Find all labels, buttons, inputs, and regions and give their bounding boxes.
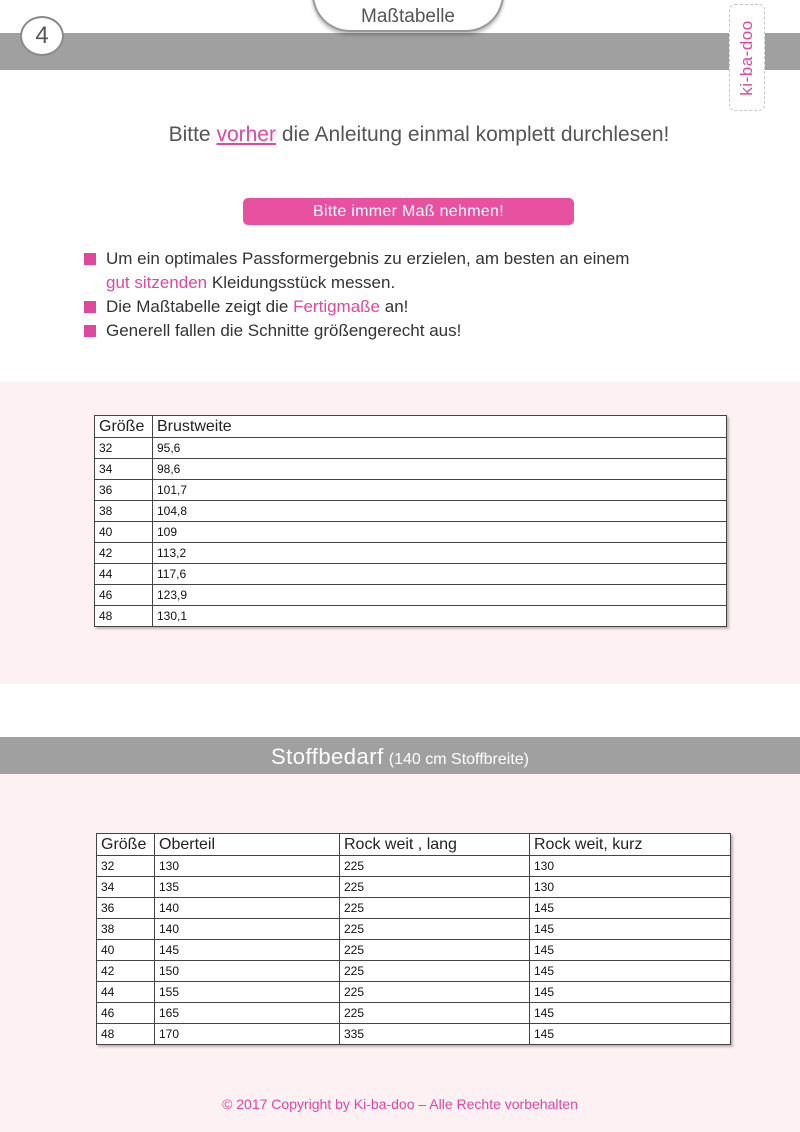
table-row <box>97 856 731 877</box>
table-cell: 225 <box>340 1003 530 1024</box>
table-cell: 145 <box>530 982 731 1003</box>
table-row <box>97 982 731 1003</box>
intro-after: die Anleitung einmal komplett durchlesen! <box>275 123 670 146</box>
table-cell: 155 <box>155 982 340 1003</box>
table-cell: 145 <box>530 919 731 940</box>
table-cell: 113,2 <box>153 543 727 564</box>
header-cell-chest: Brustweite <box>153 416 727 438</box>
table-cell: 130 <box>530 856 731 877</box>
table-row <box>97 1003 731 1024</box>
highlight-text: Fertigmaße <box>293 297 381 316</box>
table-row <box>95 480 727 501</box>
list-item <box>82 295 722 319</box>
table-row <box>95 501 727 522</box>
table-cell: 40 <box>97 940 155 961</box>
table-cell: 225 <box>340 940 530 961</box>
table-cell: 95,6 <box>153 438 727 459</box>
header-cell-top: Oberteil <box>155 834 340 856</box>
instruction-list <box>82 247 722 343</box>
header-cell-skirt-long: Rock weit , lang <box>340 834 530 856</box>
table-cell: 145 <box>155 940 340 961</box>
list-item-text: an! <box>380 297 409 316</box>
fabric-title: Stoffbedarf <box>270 744 384 769</box>
intro-before: Bitte <box>168 123 217 146</box>
header-bar <box>0 33 800 70</box>
table-cell: 98,6 <box>153 459 727 480</box>
highlight-text: gut sitzenden <box>106 273 208 292</box>
table-cell: 225 <box>340 877 530 898</box>
table-cell: 32 <box>97 856 155 877</box>
list-item-text: Generell fallen die Schnitte größengerecht aus! <box>106 321 462 340</box>
table-cell: 36 <box>97 898 155 919</box>
table-header-row <box>97 834 731 856</box>
table-cell: 117,6 <box>153 564 727 585</box>
copyright-footer: © 2017 Copyright by Ki-ba-doo – Alle Rechte vorbehalten <box>222 1096 578 1112</box>
table-row <box>95 606 727 627</box>
table-cell: 44 <box>95 564 153 585</box>
table-cell: 34 <box>95 459 153 480</box>
fabric-table <box>96 833 731 1045</box>
table-row <box>97 1024 731 1045</box>
table-cell: 145 <box>530 1024 731 1045</box>
bullet-square-icon <box>84 325 96 337</box>
table-cell: 140 <box>155 919 340 940</box>
table-cell: 140 <box>155 898 340 919</box>
table-cell: 145 <box>530 1003 731 1024</box>
table-cell: 150 <box>155 961 340 982</box>
page-number: 4 <box>20 16 64 56</box>
table-cell: 225 <box>340 919 530 940</box>
logo-text: ki-ba-doo <box>737 19 756 96</box>
table-cell: 46 <box>95 585 153 606</box>
table-cell: 44 <box>97 982 155 1003</box>
table-cell: 46 <box>97 1003 155 1024</box>
table-cell: 135 <box>155 877 340 898</box>
table-cell: 145 <box>530 940 731 961</box>
list-item <box>82 319 722 343</box>
table-cell: 145 <box>530 961 731 982</box>
fabric-section-title <box>0 737 800 774</box>
table-cell: 335 <box>340 1024 530 1045</box>
table-cell: 48 <box>97 1024 155 1045</box>
table-cell: 225 <box>340 856 530 877</box>
header-cell-size: Größe <box>97 834 155 856</box>
table-cell: 40 <box>95 522 153 543</box>
brand-logo <box>729 4 765 111</box>
intro-text <box>0 123 800 147</box>
table-row <box>97 961 731 982</box>
list-item-text: Die Maßtabelle zeigt die <box>106 297 294 316</box>
table-cell: 165 <box>155 1003 340 1024</box>
table-cell: 42 <box>95 543 153 564</box>
list-item-text: Kleidungsstück messen. <box>207 273 396 292</box>
table-row <box>95 585 727 606</box>
page-title: Maßtabelle <box>312 0 504 32</box>
fabric-subtitle: (140 cm Stoffbreite) <box>388 751 530 768</box>
table-row <box>95 543 727 564</box>
table-cell: 225 <box>340 982 530 1003</box>
table-row <box>97 940 731 961</box>
table-row <box>97 919 731 940</box>
list-item <box>82 247 722 271</box>
table-cell: 145 <box>530 898 731 919</box>
table-cell: 101,7 <box>153 480 727 501</box>
header-cell-skirt-short: Rock weit, kurz <box>530 834 731 856</box>
table-row <box>95 438 727 459</box>
table-row <box>95 459 727 480</box>
bullet-square-icon <box>84 253 96 265</box>
table-row <box>95 564 727 585</box>
table-cell: 104,8 <box>153 501 727 522</box>
table-cell: 225 <box>340 898 530 919</box>
table-row <box>97 877 731 898</box>
list-item-text: Um ein optimales Passformergebnis zu erzielen, am besten an einem <box>106 249 630 268</box>
header-cell-size: Größe <box>95 416 153 438</box>
table-cell: 225 <box>340 961 530 982</box>
table-row <box>97 898 731 919</box>
table-header-row <box>95 416 727 438</box>
table-cell: 170 <box>155 1024 340 1045</box>
table-cell: 48 <box>95 606 153 627</box>
table-cell: 38 <box>95 501 153 522</box>
table-cell: 42 <box>97 961 155 982</box>
table-cell: 130 <box>530 877 731 898</box>
table-cell: 36 <box>95 480 153 501</box>
table-cell: 34 <box>97 877 155 898</box>
table-cell: 109 <box>153 522 727 543</box>
table-cell: 130 <box>155 856 340 877</box>
bullet-square-icon <box>84 301 96 313</box>
intro-link[interactable]: vorher <box>216 123 276 146</box>
table-row <box>95 522 727 543</box>
list-item-continuation <box>82 271 722 295</box>
size-table <box>94 415 727 627</box>
table-cell: 130,1 <box>153 606 727 627</box>
table-cell: 123,9 <box>153 585 727 606</box>
table-cell: 38 <box>97 919 155 940</box>
table-cell: 32 <box>95 438 153 459</box>
notice-banner: Bitte immer Maß nehmen! <box>243 198 574 225</box>
